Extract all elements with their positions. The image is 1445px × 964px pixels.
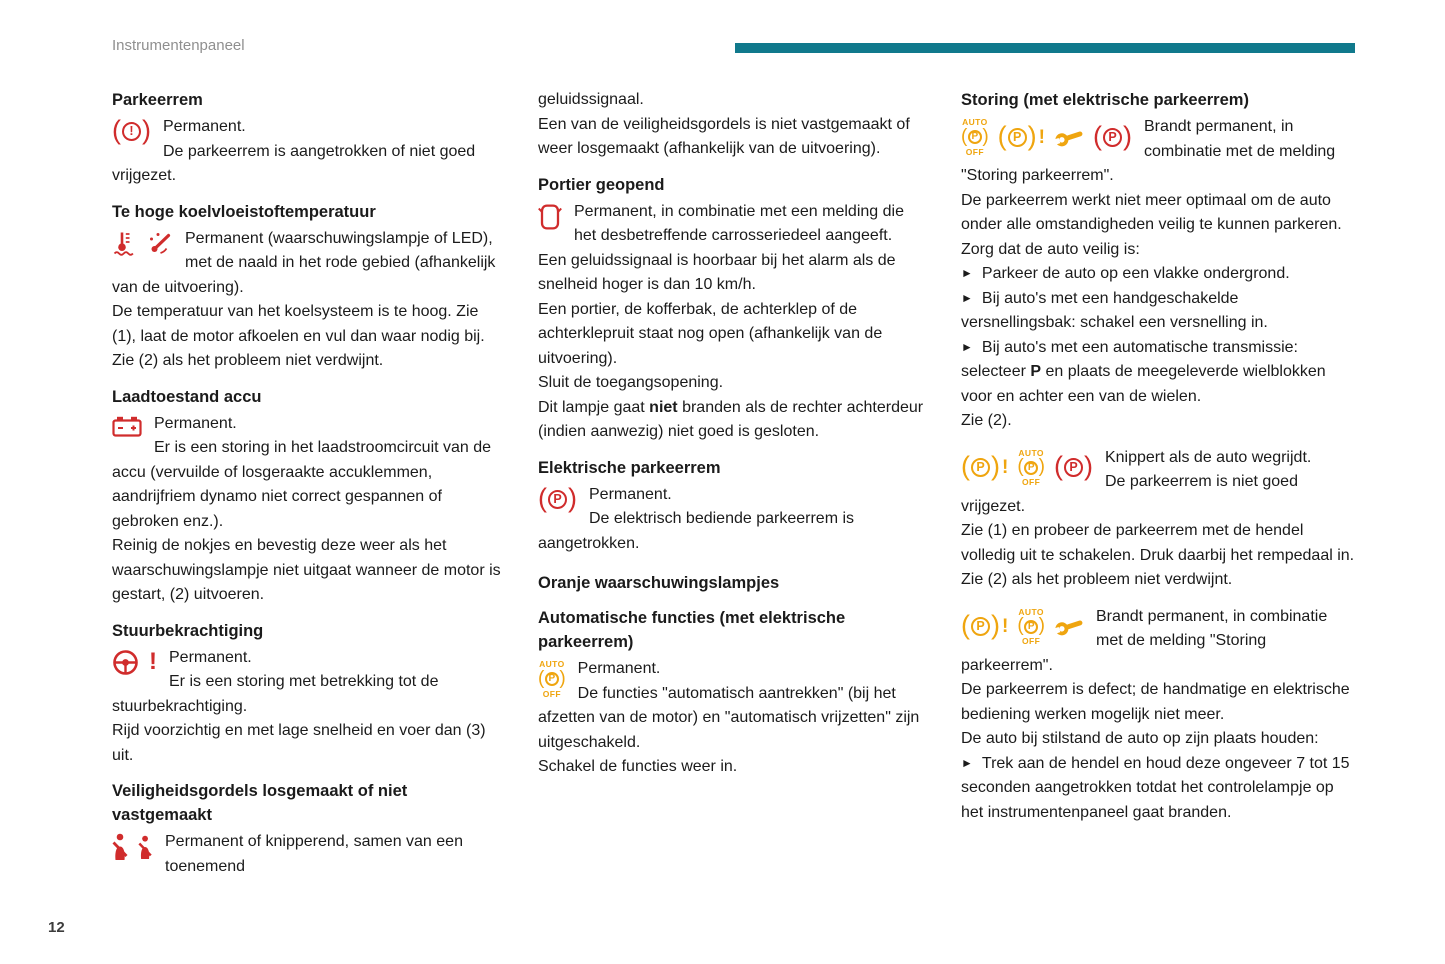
parking-brake-fault-icon: ( P ) ! xyxy=(961,610,1009,640)
heading-automatische-functies: Automatische functies (met elektrische parkeerrem) xyxy=(538,609,846,651)
column-right xyxy=(961,88,1357,829)
icon-group xyxy=(538,660,566,698)
auto-parking-brake-icon: AUTO ( P ) OFF xyxy=(538,659,566,699)
heading-elektrische-parkeerrem: Elektrische parkeerrem xyxy=(538,458,721,477)
column-middle xyxy=(538,88,928,784)
auto-parking-brake-icon: AUTO ( P ) OFF xyxy=(1017,606,1045,646)
icon-group xyxy=(538,203,562,231)
page-header-title: Instrumentenpaneel xyxy=(112,37,245,54)
icon-group xyxy=(112,230,173,256)
entry-accu xyxy=(112,412,504,608)
entry-koelvloeistof xyxy=(112,227,504,374)
body-text: Permanent. xyxy=(154,414,237,432)
body-text: Sluit de toegangsopening. xyxy=(538,374,724,391)
bullet-icon: ► xyxy=(961,266,973,280)
column-left xyxy=(112,88,504,883)
bullet-item: ► Bij auto's met een handgeschakelde versnellingsbak: schakel een versnelling in. xyxy=(961,289,1268,331)
parking-brake-fault-icon: ( P ) ! xyxy=(997,120,1045,151)
body-text: Zorg dat de auto veilig is: xyxy=(961,240,1140,258)
parking-brake-fault-icon: ( P ) ! xyxy=(961,451,1009,481)
icon-group xyxy=(538,482,577,513)
bullet-icon: ► xyxy=(961,290,973,305)
coolant-temperature-icon xyxy=(112,230,138,256)
body-text: Dit lampje gaat niet branden als de rechter achterdeur (indien aanwezig) niet goed is gesloten. xyxy=(538,398,924,440)
entry-stuurbekrachtiging xyxy=(112,646,504,769)
body-text: Een geluidssignaal is hoorbaar bij het alarm als de snelheid hoger is dan 10 km/h. xyxy=(538,251,896,293)
body-text: Een van de veiligheidsgordels is niet vastgemaakt of weer losgemaakt (afhankelijk van de uitvoering). xyxy=(538,115,910,157)
auto-parking-brake-icon: AUTO ( P ) OFF xyxy=(961,117,989,157)
parking-brake-icon: ( P ) xyxy=(1053,451,1093,481)
service-wrench-icon xyxy=(1052,614,1086,639)
service-wrench-icon xyxy=(1052,124,1086,149)
battery-icon xyxy=(112,415,142,438)
body-text: Permanent. xyxy=(169,648,252,666)
icon-group xyxy=(112,415,142,438)
entry-storing-parkeerrem xyxy=(961,115,1357,434)
body-text: Brandt permanent, in combinatie met de melding "Storing parkeerrem". xyxy=(961,607,1328,674)
exclamation-mark-icon: ! xyxy=(149,648,157,675)
entry-elektrische-parkeerrem xyxy=(538,483,928,557)
body-text: De parkeerrem is defect; de handmatige en elektrische bediening werken mogelijk niet meer. xyxy=(961,681,1350,723)
entry-parkeerrem xyxy=(112,115,504,189)
body-text: Brandt permanent, in combinatie met de melding "Storing parkeerrem". xyxy=(961,118,1336,184)
body-text: De parkeerrem is niet goed vrijgezet. xyxy=(961,473,1298,515)
body-text: De elektrisch bediende parkeerrem is aangetrokken. xyxy=(538,510,855,552)
heading-koelvloeistof: Te hoge koelvloeistoftemperatuur xyxy=(112,202,376,221)
parking-brake-icon: ( P ) xyxy=(1092,120,1132,151)
icon-group xyxy=(961,118,1132,156)
body-text: Knippert als de auto wegrijdt. xyxy=(1104,448,1312,466)
body-text: De parkeerrem is aangetrokken of niet goed vrijgezet. xyxy=(112,142,476,184)
body-text: Permanent. xyxy=(577,660,661,677)
body-text: geluidssignaal. xyxy=(538,91,644,108)
bullet-icon: ► xyxy=(961,339,973,354)
bullet-item: ► Parkeer de auto op een vlakke ondergrond. xyxy=(961,265,1290,282)
body-text: Zie (2) als het probleem niet verdwijnt. xyxy=(961,571,1233,588)
page-number: 12 xyxy=(48,919,65,936)
body-text: Reinig de nokjes en bevestig deze weer als het waarschuwingslampje niet uitgaat wanneer de motor is gestart, (2) uitvoeren. xyxy=(112,537,501,603)
entry-veiligheidsgordels xyxy=(112,830,504,879)
power-steering-icon xyxy=(112,649,139,676)
parking-brake-icon: ( P ) xyxy=(538,482,577,513)
body-text: De temperatuur van het koelsysteem is te hoog. Zie (1), laat de motor afkoelen en vul dan waar nodig bij. Zie (2) als het probleem niet verdwijnt. xyxy=(112,303,485,369)
emphasized-word: niet xyxy=(649,398,678,416)
body-text: Schakel de functies weer in. xyxy=(538,758,738,775)
gauge-needle-icon xyxy=(147,230,173,256)
entry-parkeerrem-defect xyxy=(961,597,1357,826)
body-text: De parkeerrem werkt niet meer optimaal om de auto onder alle omstandigheden veilig te kunnen parkeren. xyxy=(961,191,1342,233)
brake-warning-icon: ( ! ) xyxy=(112,115,151,145)
heading-stuurbekrachtiging: Stuurbekrachtiging xyxy=(112,621,264,640)
bullet-item: ► Trek aan de hendel en houd deze ongeveer 7 tot 15 seconden aangetrokken totdat het controlelampje op het instrumentenpaneel gaat branden. xyxy=(961,754,1350,821)
icon-group xyxy=(112,833,153,861)
entry-automatische-functies xyxy=(538,657,928,780)
body-text: Rijd voorzichtig en met lage snelheid en voer dan (3) uit. xyxy=(112,722,486,764)
body-text: Zie (2). xyxy=(961,412,1012,429)
body-text: Permanent. xyxy=(163,118,246,135)
body-text: De functies "automatisch aantrekken" (bij het afzetten van de motor) en "automatisch vrijzetten" zijn uitgeschakeld. xyxy=(538,684,920,751)
icon-group xyxy=(961,449,1093,487)
entry-veiligheidsgordels-vervolg xyxy=(538,88,928,162)
body-text: De auto bij stilstand de auto op zijn plaats houden: xyxy=(961,730,1319,747)
body-text: Permanent (waarschuwingslampje of LED), met de naald in het rode gebied (afhankelijk van de uitvoering). xyxy=(112,229,496,296)
heading-parkeerrem: Parkeerrem xyxy=(112,91,203,109)
heading-accu: Laadtoestand accu xyxy=(112,387,262,406)
bullet-item: ► Bij auto's met een automatische transmissie: selecteer P en plaats de meegeleverde wielblokken voor en achter een van de wielen. xyxy=(961,338,1326,405)
seatbelt-warning-icon xyxy=(112,833,129,861)
body-text: Permanent, in combinatie met een melding die het desbetreffende carrosseriedeel aangeeft. xyxy=(574,202,904,244)
heading-veiligheidsgordels: Veiligheidsgordels losgemaakt of niet vastgemaakt xyxy=(112,782,408,824)
door-open-icon xyxy=(538,203,562,231)
bullet-icon: ► xyxy=(961,755,973,770)
icon-group xyxy=(961,608,1084,646)
heading-oranje-waarschuwingslampjes: Oranje waarschuwingslampjes xyxy=(538,574,780,592)
body-text: Permanent of knipperend, samen van een toenemend xyxy=(165,833,463,875)
entry-knippert-wegrijden xyxy=(961,438,1357,593)
emphasized-word: P xyxy=(1030,363,1042,380)
body-text: Er is een storing in het laadstroomcircuit van de accu (vervuilde of losgeraakte accuklemmen, aandrijfriem dynamo niet correct gespannen of gebroken enz.). xyxy=(112,439,492,530)
icon-group xyxy=(112,649,157,676)
seatbelt-warning-icon xyxy=(138,835,153,860)
icon-group xyxy=(112,115,151,145)
body-text: Er is een storing met betrekking tot de stuurbekrachtiging. xyxy=(112,673,439,715)
header-accent-bar xyxy=(735,43,1355,53)
heading-portier-geopend: Portier geopend xyxy=(538,175,665,194)
body-text: Permanent. xyxy=(589,485,672,503)
entry-portier-geopend xyxy=(538,200,928,445)
heading-storing-parkeerrem: Storing (met elektrische parkeerrem) xyxy=(961,91,1249,109)
body-text: Een portier, de kofferbak, de achterklep of de achterklepruit staat nog open (afhankelijk van de uitvoering). xyxy=(538,300,883,367)
body-text: Zie (1) en probeer de parkeerrem met de hendel volledig uit te schakelen. Druk daarbij het rempedaal in. xyxy=(961,522,1355,564)
auto-parking-brake-icon: AUTO ( P ) OFF xyxy=(1017,447,1045,487)
